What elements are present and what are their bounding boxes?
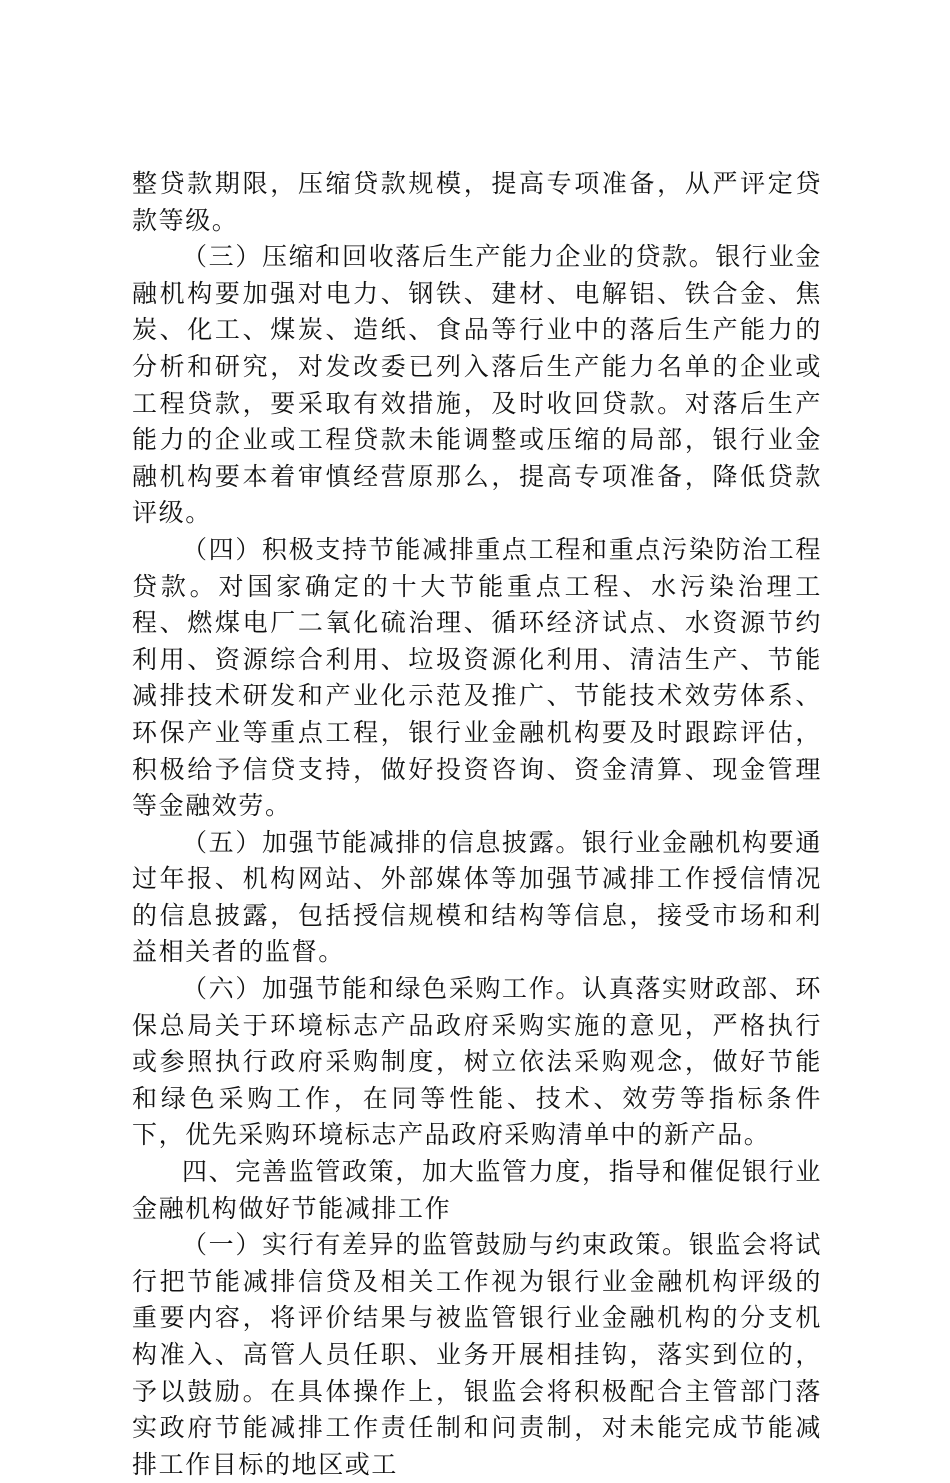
section-heading: 四、完善监管政策，加大监管力度，指导和催促银行业金融机构做好节能减排工作 bbox=[132, 1157, 822, 1223]
paragraph: （四）积极支持节能减排重点工程和重点污染防治工程贷款。对国家确定的十大节能重点工程、水污染治理工程、燃煤电厂二氧化硫治理、循环经济试点、水资源节约利用、资源综合利用、垃圾资源化利用、清洁生产、节能减排技术研发和产业化示范及推广、节能技术效劳体系、环保产业等重点工程，银行业金融机构要及时跟踪评估，积极给予信贷支持，做好投资咨询、资金清算、现金管理等金融效劳。 bbox=[132, 534, 822, 821]
paragraph: 整贷款期限，压缩贷款规模，提高专项准备，从严评定贷款等级。 bbox=[132, 169, 822, 235]
paragraph: （五）加强节能减排的信息披露。银行业金融机构要通过年报、机构网站、外部媒体等加强节减排工作授信情况的信息披露，包括授信规模和结构等信息，接受市场和利益相关者的监督。 bbox=[132, 827, 822, 967]
document-body bbox=[132, 166, 822, 1483]
paragraph: （三）压缩和回收落后生产能力企业的贷款。银行业金融机构要加强对电力、钢铁、建材、电解铝、铁合金、焦炭、化工、煤炭、造纸、食品等行业中的落后生产能力的分析和研究，对发改委已列入落后生产能力名单的企业或工程贷款，要采取有效措施，及时收回贷款。对落后生产能力的企业或工程贷款未能调整或压缩的局部，银行业金融机构要本着审慎经营原那么，提高专项准备，降低贷款评级。 bbox=[132, 242, 822, 528]
paragraph: （六）加强节能和绿色采购工作。认真落实财政部、环保总局关于环境标志产品政府采购实施的意见，严格执行或参照执行政府采购制度，树立依法采购观念，做好节能和绿色采购工作，在同等性能、技术、效劳等指标条件下，优先采购环境标志产品政府采购清单中的新产品。 bbox=[132, 974, 822, 1150]
paragraph: （一）实行有差异的监管鼓励与约束政策。银监会将试行把节能减排信贷及相关工作视为银行业金融机构评级的重要内容，将评价结果与被监管银行业金融机构的分支机构准入、高管人员任职、业务开展相挂钩，落实到位的，予以鼓励。在具体操作上，银监会将积极配合主管部门落实政府节能减排工作责任制和问责制，对未能完成节能减排工作目标的地区或工 bbox=[132, 1230, 822, 1479]
